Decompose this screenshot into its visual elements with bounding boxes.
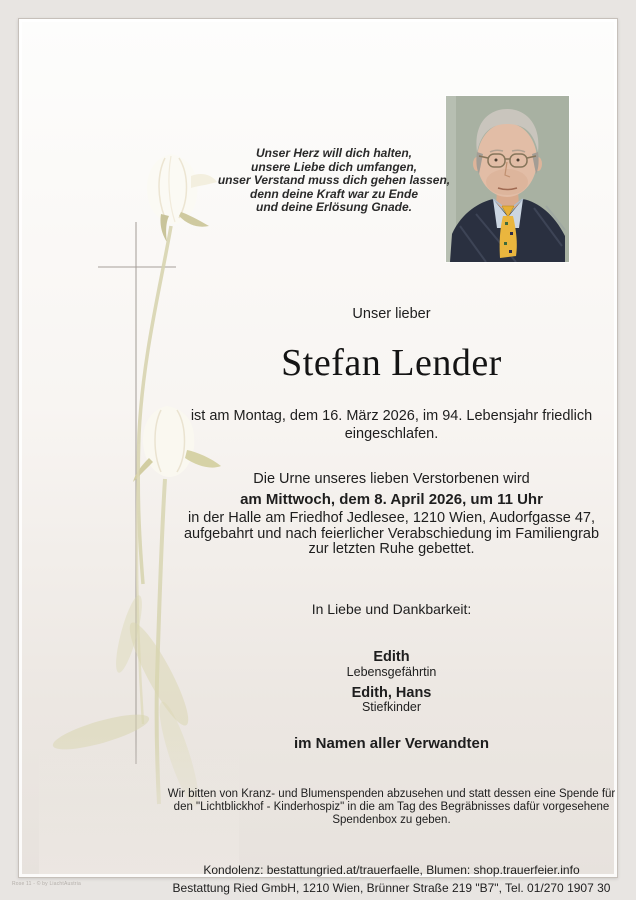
death-announcement: ist am Montag, dem 16. März 2026, im 94. Lebensjahr friedlich eingeschlafen.: [190, 408, 593, 442]
ceremony-location: in der Halle am Friedhof Jedlesee, 1210 Wien, Audorfgasse 47, aufgebahrt und nach feierlicher Verabschiedung im Familiengrab zur letzten Ruhe gebettet.: [183, 510, 600, 557]
relatives-line: im Namen aller Verwandten: [293, 735, 490, 752]
mourner-relation: Stiefkinder: [361, 700, 422, 714]
funeral-home-info: Bestattung Ried GmbH, 1210 Wien, Brünner Straße 219 "B7", Tel. 01/270 1907 30: [172, 881, 611, 895]
urn-line: Die Urne unseres lieben Verstorbenen wird: [253, 471, 530, 487]
ceremony-date: am Mittwoch, dem 8. April 2026, um 11 Uhr: [240, 491, 543, 508]
condolence-info: Kondolenz: bestattungried.at/trauerfaelle, Blumen: shop.trauerfeier.info: [203, 863, 580, 877]
deceased-name: Stefan Lender: [281, 342, 502, 384]
image-credit: Rose 11 - © by LiachtAustria: [12, 881, 81, 887]
mourner-name: Edith: [373, 649, 410, 665]
mourner-relation: Lebensgefährtin: [346, 665, 437, 679]
intro-line: Unser lieber: [352, 306, 431, 322]
gratitude-line: In Liebe und Dankbarkeit:: [311, 601, 472, 617]
memorial-poem: Unser Herz will dich halten, unsere Liebe dich umfangen, unser Verstand muss dich gehen lassen, denn deine Kraft war zu Ende und deine Erlösung Gnade.: [217, 146, 451, 214]
donation-request: Wir bitten von Kranz- und Blumenspenden abzusehen und statt dessen eine Spende für den "Lichtblickhof - Kinderhospiz" in die am Tag des Begräbnisses dafür vorgesehene Spendenbox zu geben.: [167, 788, 616, 826]
mourner-name: Edith, Hans: [351, 685, 432, 701]
